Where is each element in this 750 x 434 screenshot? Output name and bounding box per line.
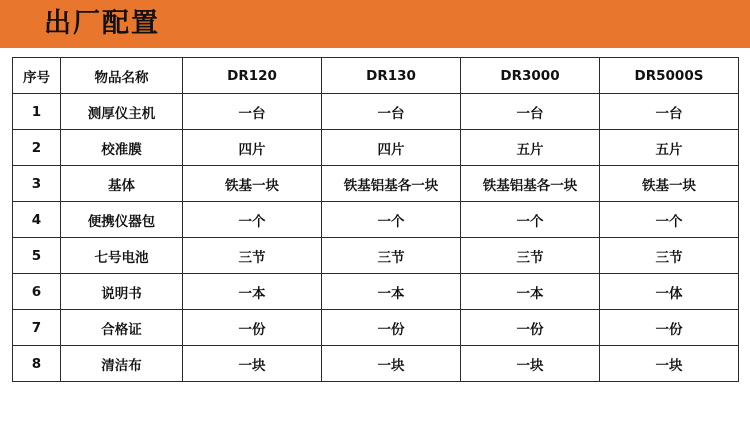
row-value-dr5000s: 一块 bbox=[600, 346, 739, 382]
row-index: 6 bbox=[13, 274, 61, 310]
table-header-row bbox=[13, 58, 739, 94]
row-item-name: 基体 bbox=[61, 166, 183, 202]
row-value-dr5000s: 一台 bbox=[600, 94, 739, 130]
table-row bbox=[13, 274, 739, 310]
column-header-index: 序号 bbox=[13, 58, 61, 94]
table-row bbox=[13, 310, 739, 346]
row-value-dr5000s: 三节 bbox=[600, 238, 739, 274]
row-value-dr5000s: 一份 bbox=[600, 310, 739, 346]
row-item-name: 测厚仪主机 bbox=[61, 94, 183, 130]
table-body bbox=[13, 94, 739, 382]
table-row bbox=[13, 130, 739, 166]
row-value-dr120: 三节 bbox=[183, 238, 322, 274]
row-value-dr130: 一块 bbox=[322, 346, 461, 382]
row-item-name: 校准膜 bbox=[61, 130, 183, 166]
row-index: 2 bbox=[13, 130, 61, 166]
config-table-container bbox=[12, 57, 738, 382]
row-item-name: 清洁布 bbox=[61, 346, 183, 382]
row-value-dr3000: 一块 bbox=[461, 346, 600, 382]
row-value-dr3000: 一本 bbox=[461, 274, 600, 310]
row-value-dr3000: 一台 bbox=[461, 94, 600, 130]
row-value-dr120: 一个 bbox=[183, 202, 322, 238]
column-header-dr130: DR130 bbox=[322, 58, 461, 94]
row-value-dr3000: 三节 bbox=[461, 238, 600, 274]
row-value-dr3000: 五片 bbox=[461, 130, 600, 166]
row-value-dr120: 一块 bbox=[183, 346, 322, 382]
row-value-dr130: 三节 bbox=[322, 238, 461, 274]
row-value-dr120: 一台 bbox=[183, 94, 322, 130]
row-value-dr5000s: 一体 bbox=[600, 274, 739, 310]
row-value-dr120: 铁基一块 bbox=[183, 166, 322, 202]
row-value-dr5000s: 一个 bbox=[600, 202, 739, 238]
table-row bbox=[13, 166, 739, 202]
row-value-dr130: 铁基铝基各一块 bbox=[322, 166, 461, 202]
row-index: 3 bbox=[13, 166, 61, 202]
row-value-dr130: 四片 bbox=[322, 130, 461, 166]
row-value-dr120: 一本 bbox=[183, 274, 322, 310]
row-value-dr3000: 一份 bbox=[461, 310, 600, 346]
table-header bbox=[13, 58, 739, 94]
row-item-name: 便携仪器包 bbox=[61, 202, 183, 238]
table-row bbox=[13, 346, 739, 382]
row-item-name: 说明书 bbox=[61, 274, 183, 310]
column-header-dr5000s: DR5000S bbox=[600, 58, 739, 94]
factory-config-table bbox=[12, 57, 739, 382]
row-value-dr5000s: 五片 bbox=[600, 130, 739, 166]
table-row bbox=[13, 94, 739, 130]
column-header-dr3000: DR3000 bbox=[461, 58, 600, 94]
row-value-dr130: 一个 bbox=[322, 202, 461, 238]
row-value-dr120: 一份 bbox=[183, 310, 322, 346]
column-header-dr120: DR120 bbox=[183, 58, 322, 94]
row-value-dr3000: 铁基铝基各一块 bbox=[461, 166, 600, 202]
row-value-dr5000s: 铁基一块 bbox=[600, 166, 739, 202]
row-value-dr130: 一本 bbox=[322, 274, 461, 310]
row-value-dr130: 一份 bbox=[322, 310, 461, 346]
table-row bbox=[13, 202, 739, 238]
row-index: 1 bbox=[13, 94, 61, 130]
row-index: 5 bbox=[13, 238, 61, 274]
row-value-dr130: 一台 bbox=[322, 94, 461, 130]
table-row bbox=[13, 238, 739, 274]
row-index: 7 bbox=[13, 310, 61, 346]
column-header-item-name: 物品名称 bbox=[61, 58, 183, 94]
row-value-dr120: 四片 bbox=[183, 130, 322, 166]
row-index: 4 bbox=[13, 202, 61, 238]
header-band bbox=[0, 0, 750, 48]
row-value-dr3000: 一个 bbox=[461, 202, 600, 238]
row-item-name: 七号电池 bbox=[61, 238, 183, 274]
row-index: 8 bbox=[13, 346, 61, 382]
row-item-name: 合格证 bbox=[61, 310, 183, 346]
page-title: 出厂配置 bbox=[44, 8, 160, 39]
